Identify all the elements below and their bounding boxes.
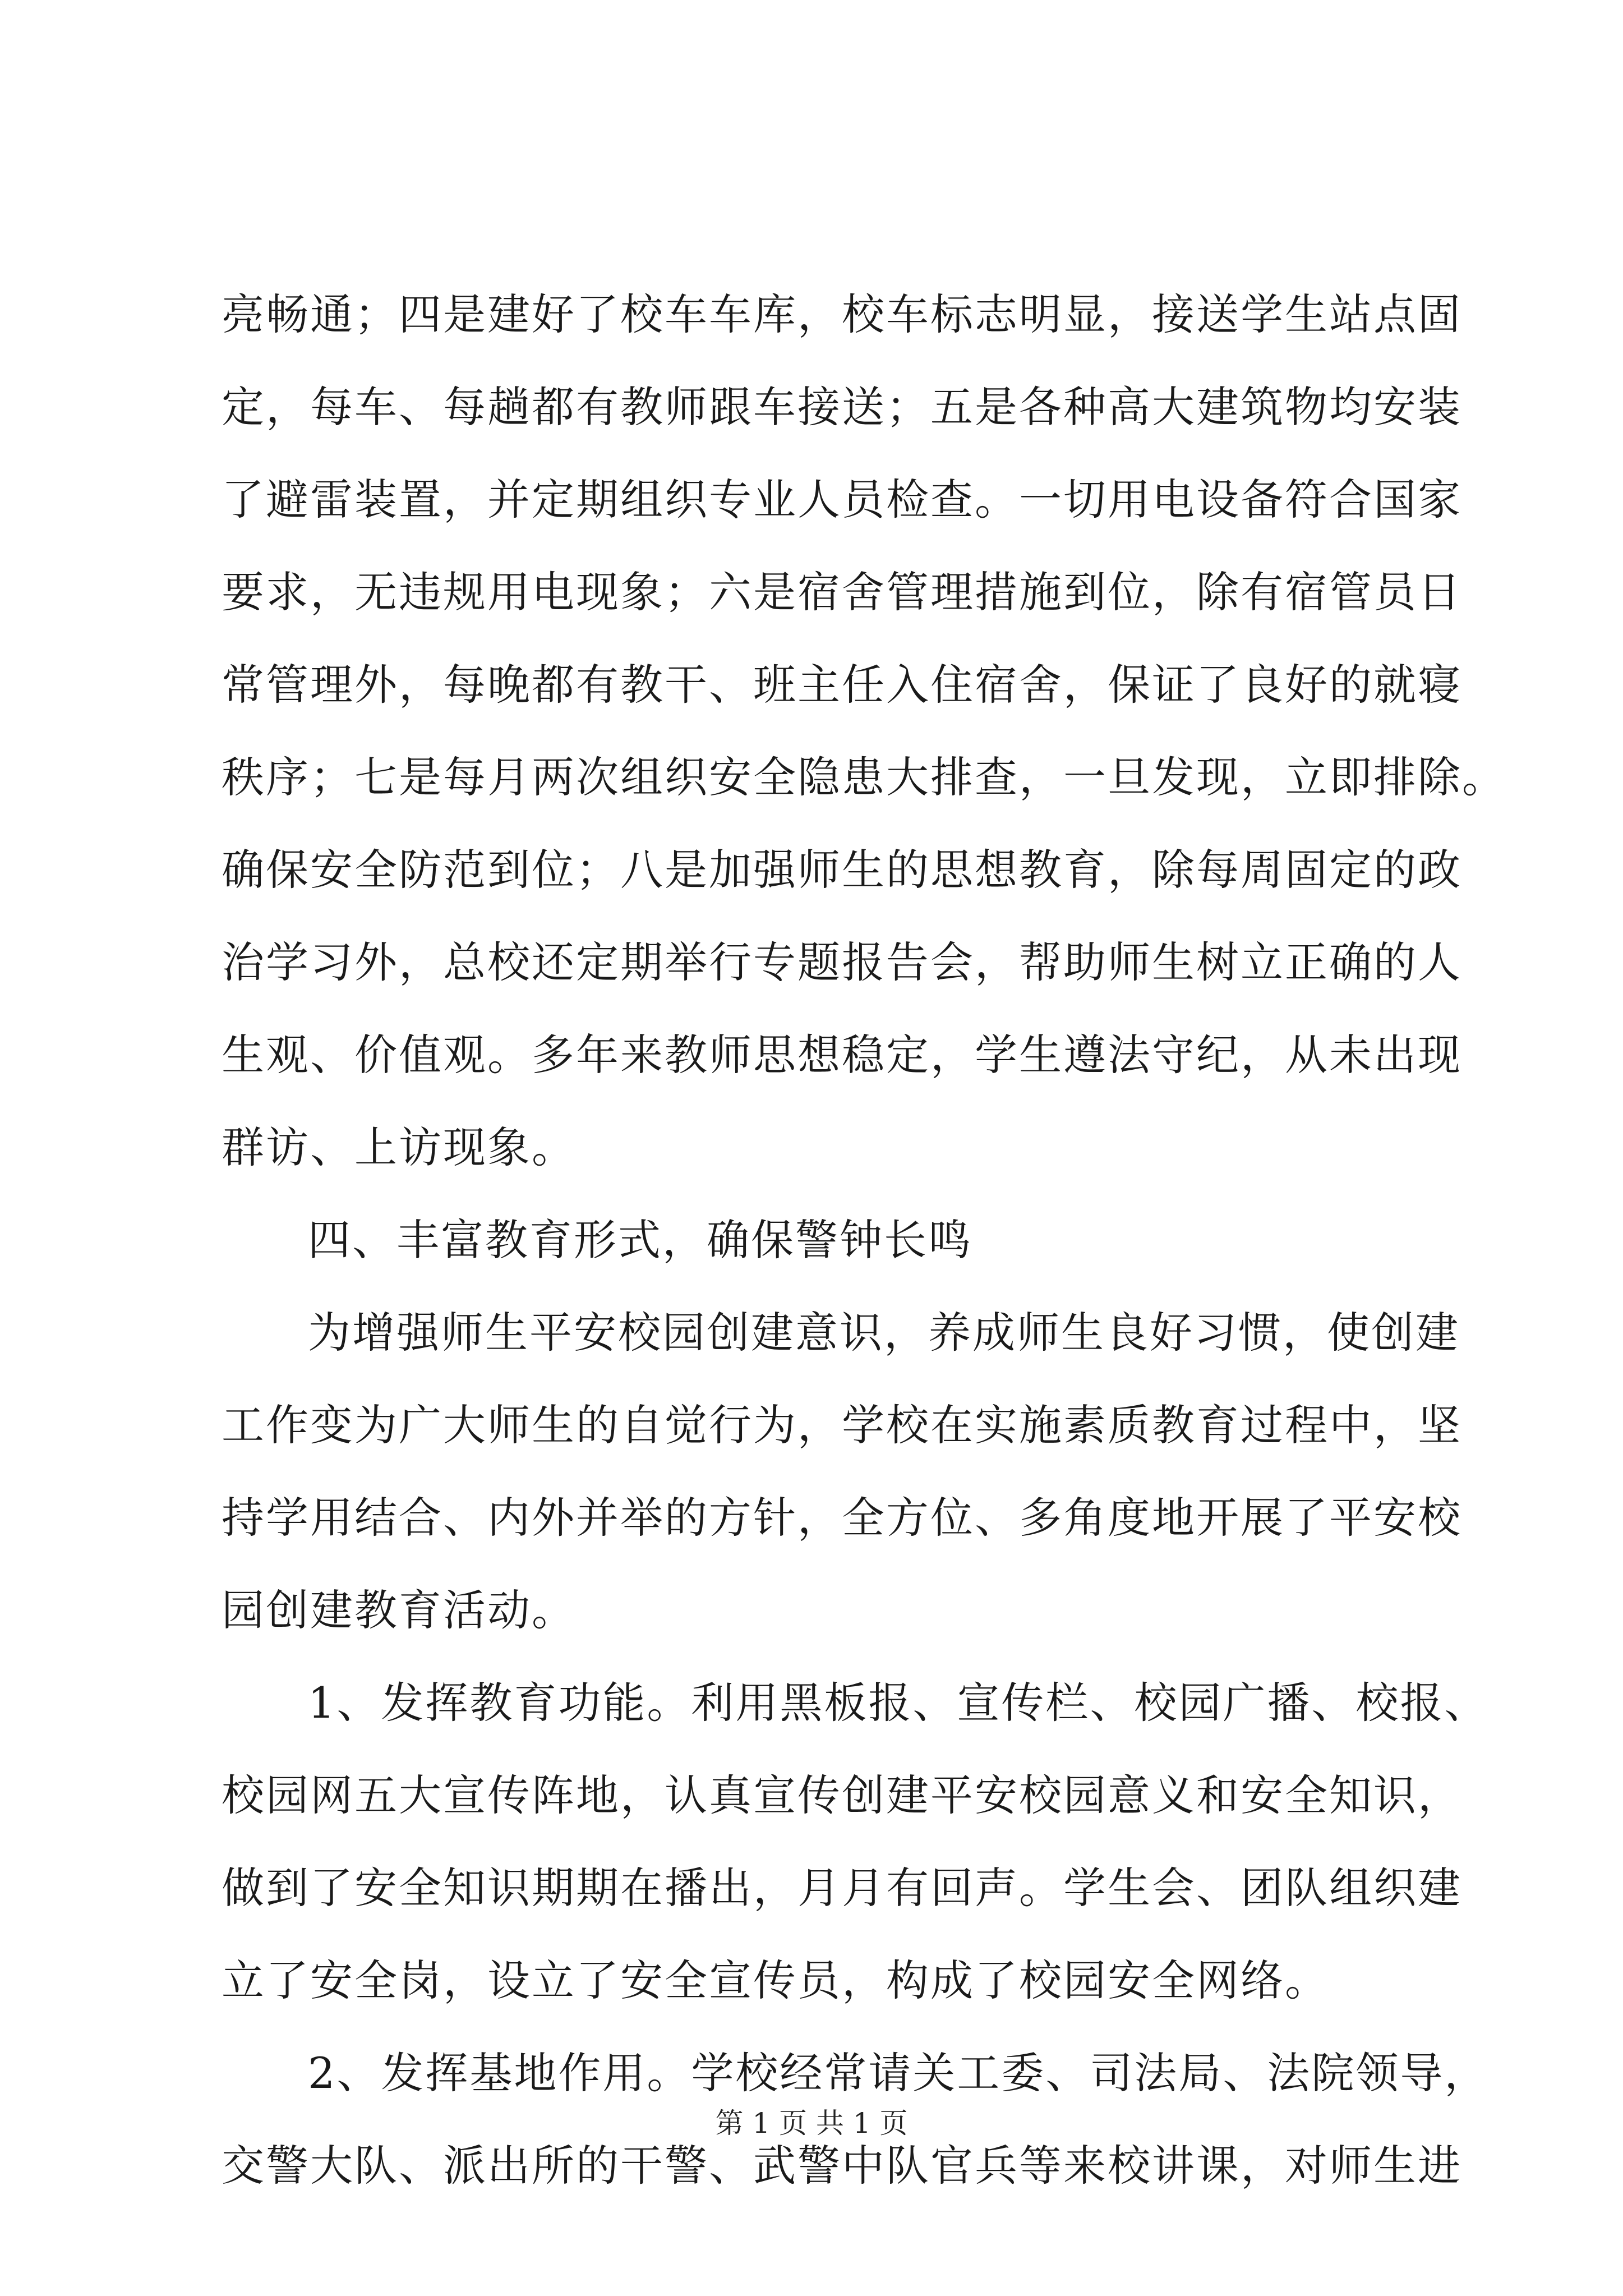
body-text (222, 268, 1506, 2212)
text-line: 治学习外，总校还定期举行专题报告会，帮助师生树立正确的人 (222, 937, 1462, 987)
text-line: 为增强师生平安校园创建意识，养成师生良好习惯，使创建 (308, 1308, 1460, 1358)
text-line: 了避雷装置，并定期组织专业人员检查。一切用电设备符合国家 (222, 475, 1462, 524)
text-line: 交警大队、派出所的干警、武警中队官兵等来校讲课，对师生进 (222, 2141, 1462, 2191)
text-line: 生观、价值观。多年来教师思想稳定，学生遵法守纪，从未出现 (222, 1030, 1462, 1080)
text-line: 2、发挥基地作用。学校经常请关工委、司法局、法院领导， (308, 2048, 1489, 2098)
section-heading: 四、丰富教育形式，确保警钟长鸣 (308, 1215, 972, 1265)
page-footer: 第 1 页 共 1 页 (715, 2107, 908, 2139)
text-line: 园创建教育活动。 (222, 1585, 576, 1635)
text-line: 要求，无违规用电现象；六是宿舍管理措施到位，除有宿管员日 (222, 567, 1462, 617)
text-line: 秩序；七是每月两次组织安全隐患大排查，一旦发现，立即排除。 (222, 752, 1506, 802)
text-line: 校园网五大宣传阵地，认真宣传创建平安校园意义和安全知识， (222, 1770, 1462, 1820)
text-line: 立了安全岗，设立了安全宣传员，构成了校园安全网络。 (222, 1955, 1329, 2005)
text-line: 做到了安全知识期期在播出，月月有回声。学生会、团队组织建 (222, 1863, 1462, 1913)
text-line: 群访、上访现象。 (222, 1122, 576, 1172)
text-line: 1、发挥教育功能。利用黑板报、宣传栏、校园广播、校报、 (308, 1678, 1489, 1728)
text-line: 常管理外，每晚都有教干、班主任入住宿舍，保证了良好的就寝 (222, 660, 1462, 710)
text-line: 确保安全防范到位；八是加强师生的思想教育，除每周固定的政 (222, 845, 1462, 895)
text-line: 工作变为广大师生的自觉行为，学校在实施素质教育过程中，坚 (222, 1400, 1462, 1450)
text-line: 定，每车、每趟都有教师跟车接送；五是各种高大建筑物均安装 (222, 382, 1462, 432)
text-line: 持学用结合、内外并举的方针，全方位、多角度地开展了平安校 (222, 1493, 1462, 1543)
text-line: 亮畅通；四是建好了校车车库，校车标志明显，接送学生站点固 (222, 289, 1462, 339)
